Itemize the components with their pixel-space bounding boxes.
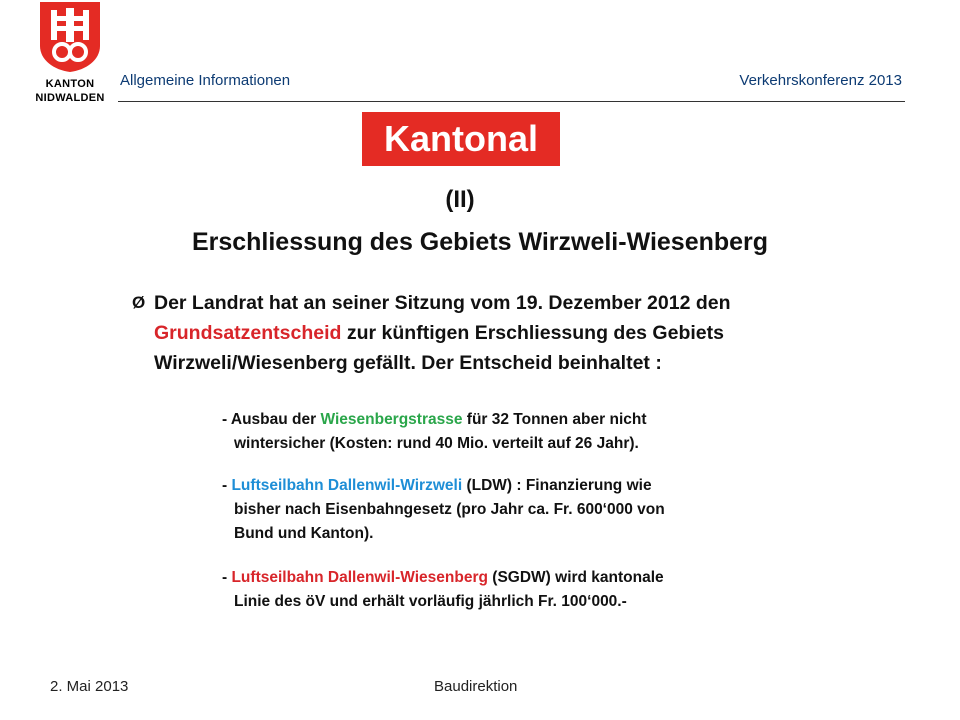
- highlight-wiesenbergstrasse: Wiesenbergstrasse: [320, 411, 463, 428]
- slide-title: Kantonal: [362, 112, 560, 166]
- item-line-2: wintersicher (Kosten: rund 40 Mio. verteilt auf 26 Jahr).: [234, 435, 639, 452]
- crest-icon: [40, 2, 100, 72]
- item-prefix: -: [222, 477, 232, 494]
- item-line-2: Linie des öV und erhält vorläufig jährlich Fr. 100‘000.-: [234, 593, 627, 610]
- item-line-3: Bund und Kanton).: [234, 525, 374, 542]
- item-rest: für 32 Tonnen aber nicht: [462, 411, 647, 428]
- item-line-2: bisher nach Eisenbahngesetz (pro Jahr ca. Fr. 600‘000 von: [234, 501, 665, 518]
- slide-part-number: (II): [445, 186, 475, 213]
- main-paragraph: [132, 288, 872, 378]
- item-rest: (LDW) : Finanzierung wie: [462, 477, 652, 494]
- item-prefix: -: [222, 569, 232, 586]
- slide-subtitle: Erschliessung des Gebiets Wirzweli-Wiesenberg: [191, 228, 769, 256]
- logo-line2: NIDWALDEN: [35, 92, 105, 104]
- highlight-grundsatzentscheid: Grundsatzentscheid: [154, 322, 342, 344]
- kanton-logo: [28, 0, 112, 122]
- arrow-bullet-icon: Ø: [132, 293, 146, 312]
- main-line-2-rest: zur künftigen Erschliessung des Gebiets: [341, 322, 724, 344]
- footer-date: 2. Mai 2013: [50, 678, 129, 695]
- main-line-3: Wirzweli/Wiesenberg gefällt. Der Entscheid beinhaltet :: [154, 352, 662, 374]
- header-section-label: Allgemeine Informationen: [120, 72, 291, 89]
- header-event-label: Verkehrskonferenz 2013: [739, 72, 902, 89]
- item-rest: (SGDW) wird kantonale: [487, 569, 664, 586]
- highlight-luftseilbahn-wirzweli: Luftseilbahn Dallenwil-Wirzweli: [231, 477, 463, 494]
- list-item: [222, 474, 842, 546]
- main-line-2: [154, 318, 872, 348]
- logo-line1: KANTON: [45, 78, 95, 90]
- highlight-luftseilbahn-wiesenberg: Luftseilbahn Dallenwil-Wiesenberg: [231, 569, 488, 586]
- footer-department: Baudirektion: [434, 678, 518, 695]
- main-line-1: Der Landrat hat an seiner Sitzung vom 19. Dezember 2012 den: [154, 292, 731, 314]
- header-divider: [118, 101, 905, 102]
- list-item: [222, 408, 842, 456]
- list-item: [222, 566, 842, 614]
- item-prefix: - Ausbau der: [222, 411, 321, 428]
